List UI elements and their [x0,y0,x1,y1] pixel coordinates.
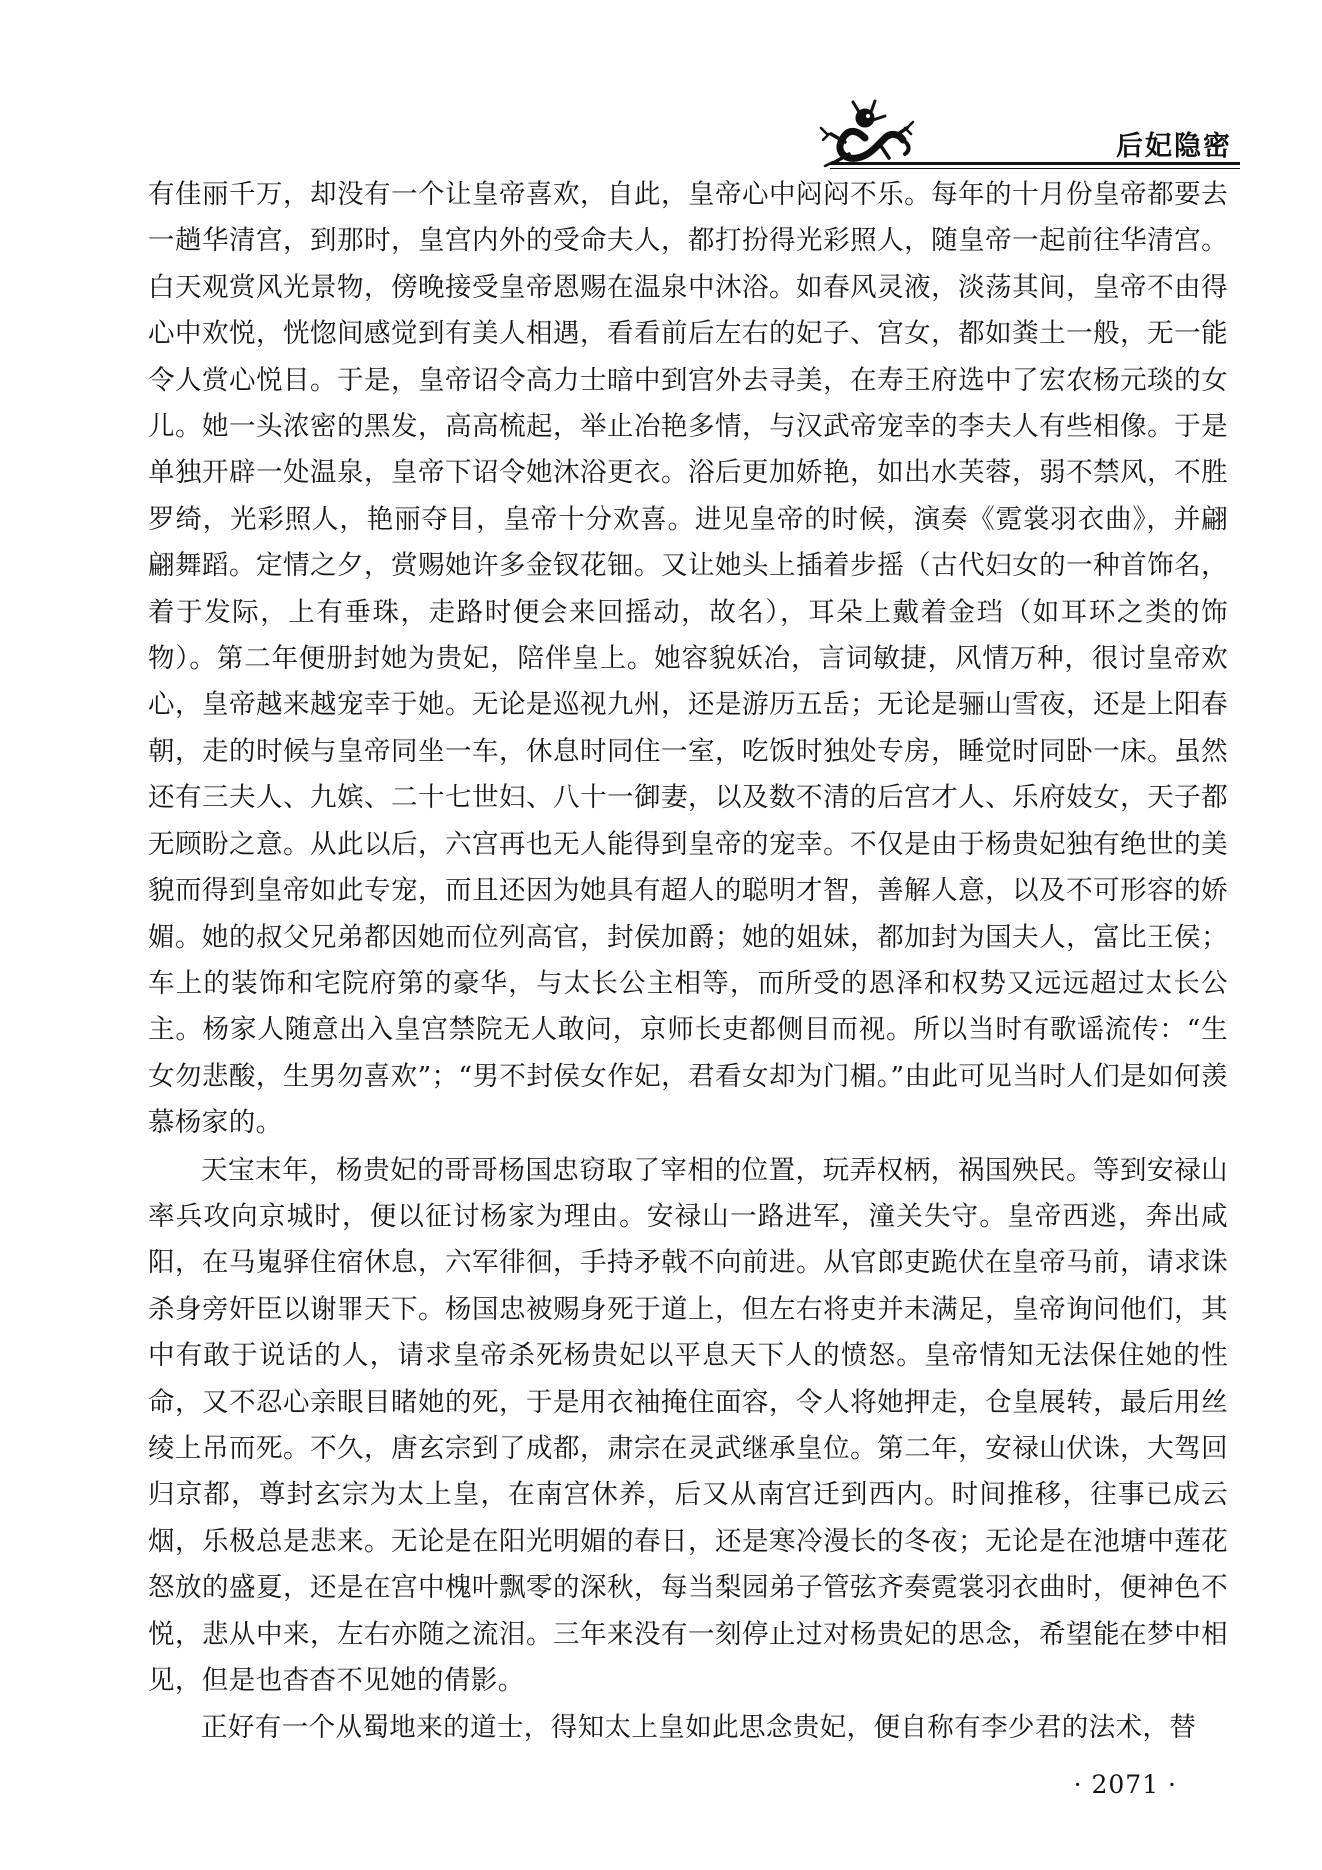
dragon-emblem-icon [815,98,915,168]
section-title: 后妃隐密 [1116,131,1232,162]
page-header [815,98,1240,170]
paragraph-1: 有佳丽千万，却没有一个让皇帝喜欢，自此，皇帝心中闷闷不乐。每年的十月份皇帝都要去一趟华清宫，到那时，皇宫内外的受命夫人，都打扮得光彩照人，随皇帝一起前往华清宫。白天观赏风光景物，傍晚接受皇帝恩赐在温泉中沐浴。如春风灵液，淡荡其间，皇帝不由得心中欢悦，恍惚间感觉到有美人相遇，看看前后左右的妃子、宫女，都如粪土一般，无一能令人赏心悦目。于是，皇帝诏令高力士暗中到宫外去寻美，在寿王府选中了宏农杨元琰的女儿。她一头浓密的黑发，高高梳起，举止冶艳多情，与汉武帝宠幸的李夫人有些相像。于是单独开辟一处温泉，皇帝下诏令她沐浴更衣。浴后更加娇艳，如出水芙蓉，弱不禁风，不胜罗绮，光彩照人，艳丽夺目，皇帝十分欢喜。进见皇帝的时候，演奏《霓裳羽衣曲》，并翩翩舞蹈。定情之夕，赏赐她许多金钗花钿。又让她头上插着步摇（古代妇女的一种首饰名，着于发际，上有垂珠，走路时便会来回摇动，故名），耳朵上戴着金珰（如耳环之类的饰物）。第二年便册封她为贵妃，陪伴皇上。她容貌妖冶，言词敏捷，风情万种，很讨皇帝欢心，皇帝越来越宠幸于她。无论是巡视九州，还是游历五岳；无论是骊山雪夜，还是上阳春朝，走的时候与皇帝同坐一车，休息时同住一室，吃饭时独处专房，睡觉时同卧一床。虽然还有三夫人、九嫔、二十七世妇、八十一御妻，以及数不清的后宫才人、乐府妓女，天子都无顾盼之意。从此以后，六宫再也无人能得到皇帝的宠幸。不仅是由于杨贵妃独有绝世的美貌而得到皇帝如此专宠，而且还因为她具有超人的聪明才智，善解人意，以及不可形容的娇媚。她的叔父兄弟都因她而位列高官，封侯加爵；她的姐妹，都加封为国夫人，富比王侯；车上的装饰和宅院府第的豪华，与太长公主相等，而所受的恩泽和权势又远远超过太长公主。杨家人随意出入皇宫禁院无人敢问，京师长吏都侧目而视。所以当时有歌谣流传：“生女勿悲酸，生男勿喜欢”；“男不封侯女作妃，君看女却为门楣。”由此可见当时人们是如何羡慕杨家的。 [148,179,1228,1139]
paragraph-2: 天宝末年，杨贵妃的哥哥杨国忠窃取了宰相的位置，玩弄权柄，祸国殃民。等到安禄山率兵攻向京城时，便以征讨杨家为理由。安禄山一路进军，潼关失守。皇帝西逃，奔出咸阳，在马嵬驿住宿休息，六军徘徊，手持矛戟不向前进。从官郎吏跪伏在皇帝马前，请求诛杀身旁奸臣以谢罪天下。杨国忠被赐身死于道上，但左右将吏并未满足，皇帝询问他们，其中有敢于说话的人，请求皇帝杀死杨贵妃以平息天下人的愤怒。皇帝情知无法保住她的性命，又不忍心亲眼目睹她的死，于是用衣袖掩住面容，令人将她押走，仓皇展转，最后用丝绫上吊而死。不久，唐玄宗到了成都，肃宗在灵武继承皇位。第二年，安禄山伏诛，大驾回归京都，尊封玄宗为太上皇，在南宫休养，后又从南宫迁到西内。时间推移，往事已成云烟，乐极总是悲来。无论是在阳光明媚的春日，还是寒冷漫长的冬夜；无论是在池塘中莲花怒放的盛夏，还是在宫中槐叶飘零的深秋，每当梨园弟子管弦齐奏霓裳羽衣曲时，便神色不悦，悲从中来，左右亦随之流泪。三年来没有一刻停止过对杨贵妃的思念，希望能在梦中相见，但是也杳杳不见她的倩影。 [148,1154,1228,1696]
page-number: · 2071 · [1073,1770,1177,1799]
header-rule-thin [830,168,1240,169]
header-rule-thick [830,162,1240,165]
paragraph-3: 正好有一个从蜀地来的道士，得知太上皇如此思念贵妃，便自称有李少君的法术，替 [201,1712,1197,1744]
body-text [148,172,1228,1752]
